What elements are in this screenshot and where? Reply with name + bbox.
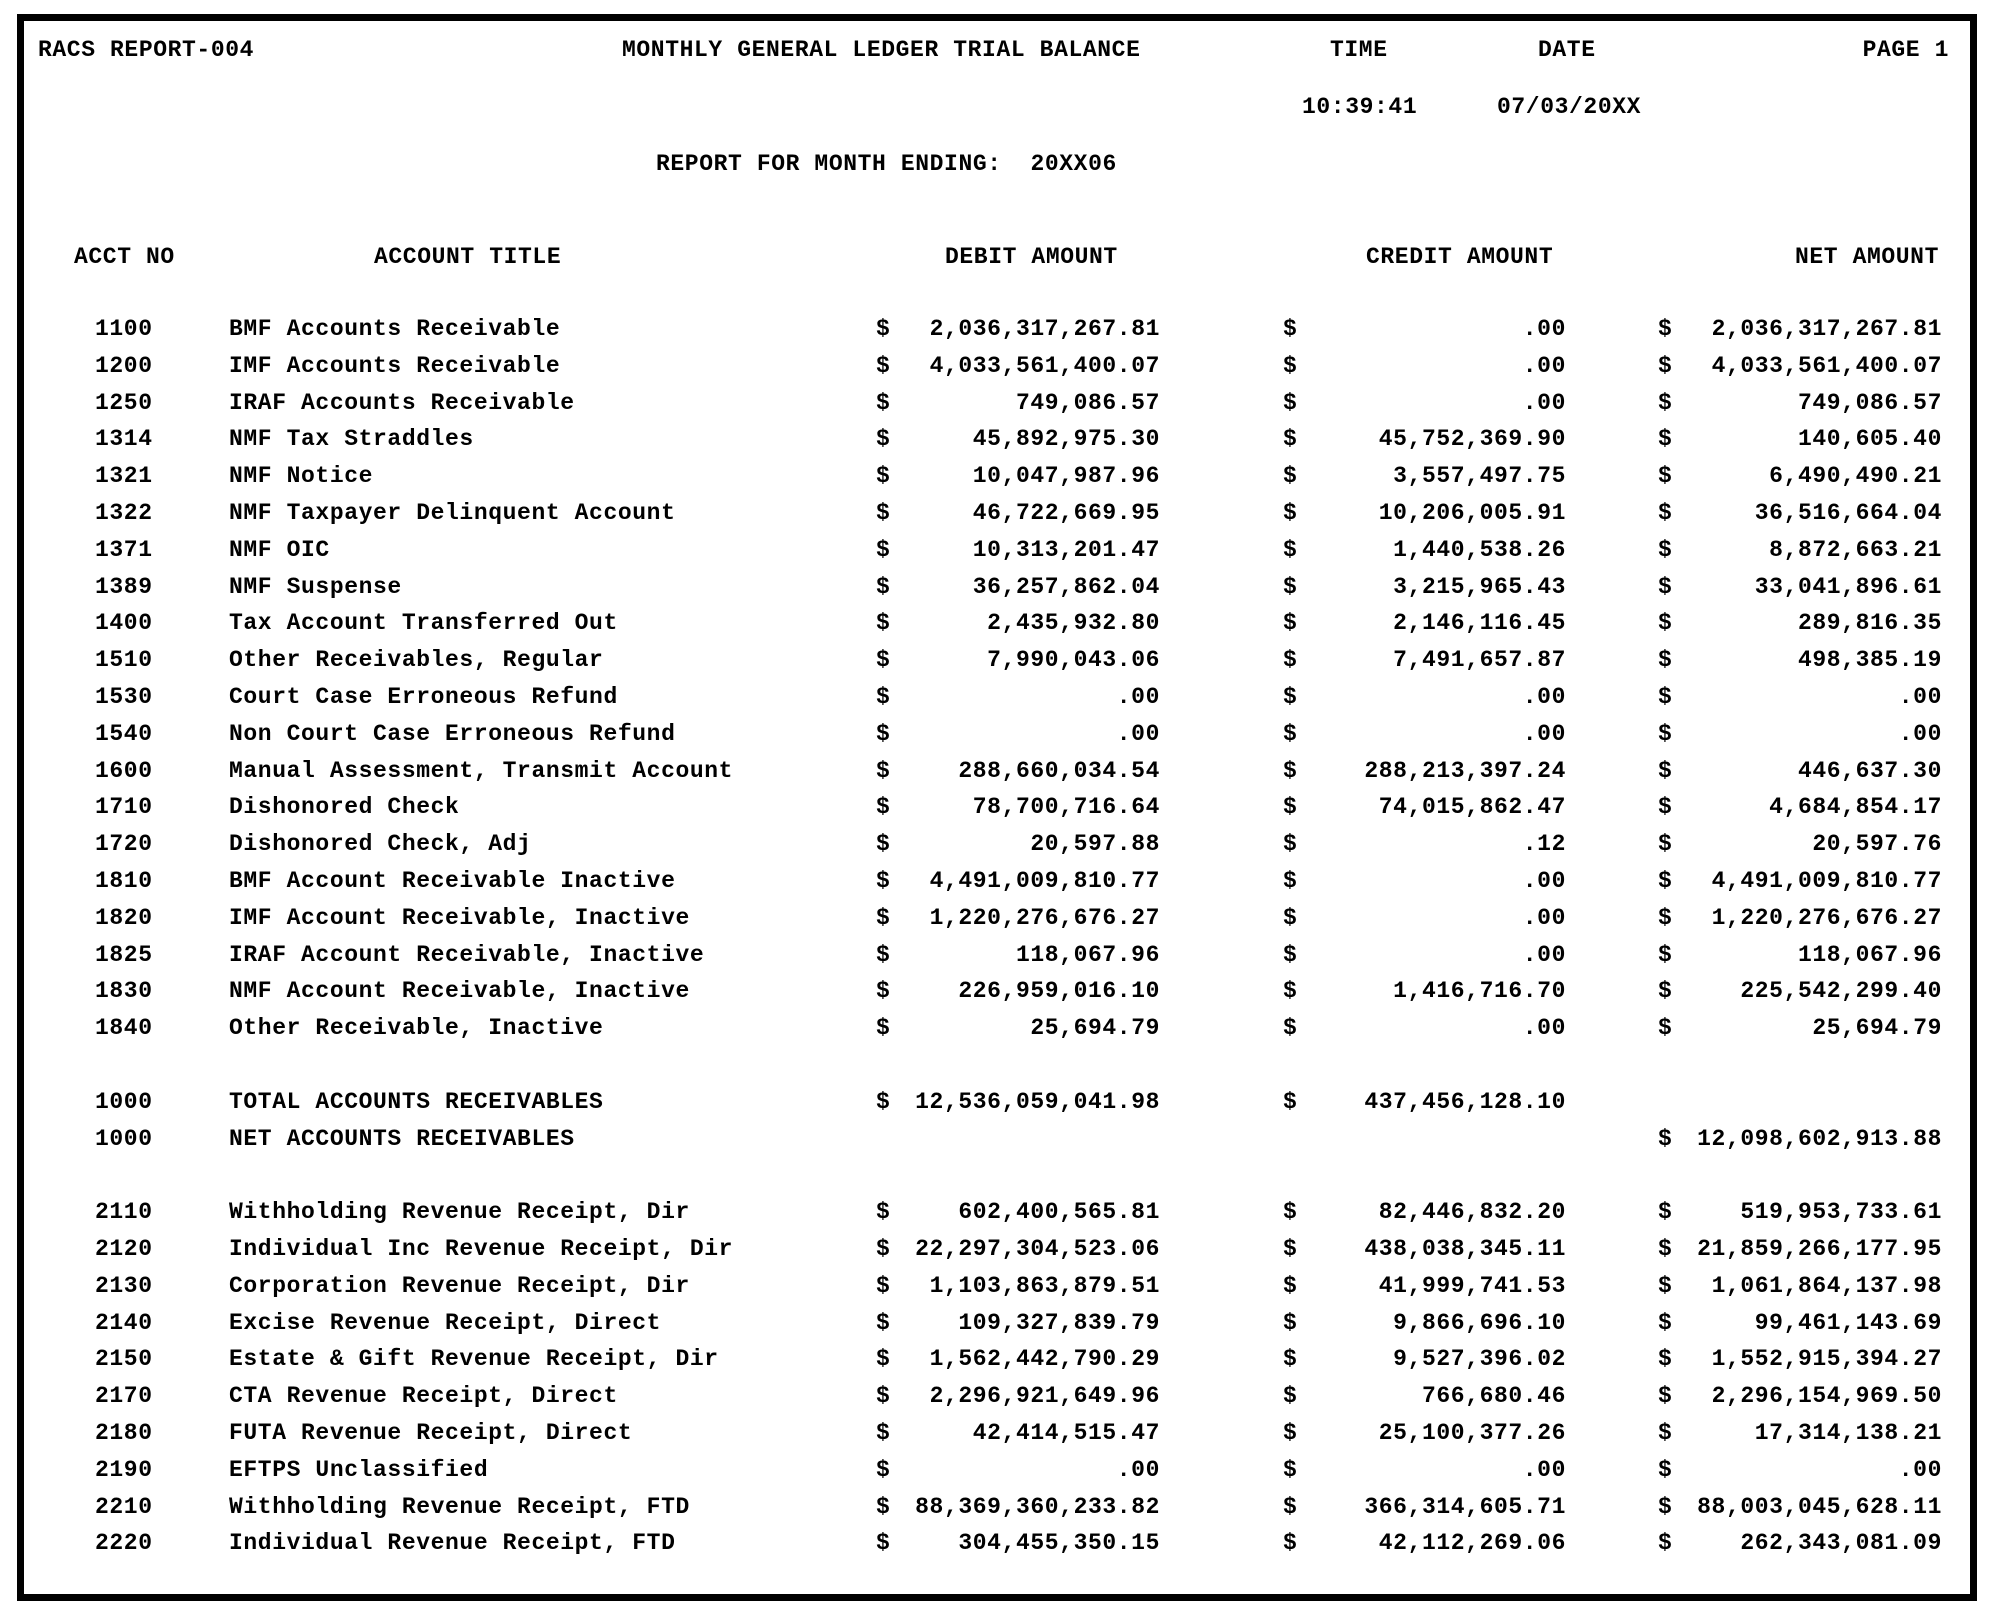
credit-amount: 45,752,369.90 (1378, 426, 1566, 453)
net-amount: 1,061,864,137.98 (1711, 1272, 1942, 1299)
debit-amount: 2,036,317,267.81 (929, 316, 1160, 342)
account-title: FUTA Revenue Receipt, Direct (229, 1420, 633, 1446)
credit-amount: 7,491,657.87 (1393, 647, 1566, 674)
report-subtitle: REPORT FOR MONTH ENDING: 20XX06 (656, 151, 1117, 177)
account-number: 1389 (95, 573, 153, 600)
date-label: DATE (1538, 37, 1596, 63)
credit-currency-symbol: $ (1283, 1383, 1298, 1410)
net-amount: 1,220,276,676.27 (1711, 904, 1942, 931)
debit-amount: 4,033,561,400.07 (929, 352, 1160, 379)
net-amount: 498,385.19 (1797, 647, 1942, 674)
credit-amount: .00 (1522, 1015, 1566, 1042)
credit-currency-symbol: $ (1283, 573, 1298, 600)
account-title: NMF OIC (229, 536, 330, 563)
credit-amount: .00 (1522, 389, 1566, 416)
table-row (0, 1529, 1989, 1559)
account-title: Non Court Case Erroneous Refund (229, 720, 676, 747)
account-title: Dishonored Check (229, 794, 460, 821)
debit-currency-symbol: $ (876, 500, 891, 526)
debit-amount: 45,892,975.30 (972, 426, 1160, 453)
debit-currency-symbol: $ (876, 647, 891, 674)
net-amount: 4,491,009,810.77 (1711, 868, 1942, 894)
net-amount: 2,036,317,267.81 (1711, 316, 1942, 342)
credit-currency-symbol: $ (1283, 1236, 1298, 1262)
credit-currency-symbol: $ (1283, 1199, 1298, 1226)
credit-currency-symbol: $ (1283, 536, 1298, 563)
debit-amount: 10,047,987.96 (972, 463, 1160, 490)
credit-currency-symbol: $ (1283, 1456, 1298, 1483)
net-amount: 4,033,561,400.07 (1711, 352, 1942, 379)
table-row (0, 1493, 1989, 1523)
credit-currency-symbol: $ (1283, 904, 1298, 931)
debit-currency-symbol: $ (876, 1456, 891, 1483)
total-row (0, 1125, 1989, 1155)
net-currency-symbol: $ (1658, 794, 1673, 821)
credit-amount: 288,213,397.24 (1364, 757, 1566, 784)
account-number: 1810 (95, 868, 153, 894)
net-currency-symbol: $ (1658, 904, 1673, 931)
debit-amount: 10,313,201.47 (972, 536, 1160, 563)
credit-amount: .00 (1522, 720, 1566, 747)
account-number: 1321 (95, 463, 153, 490)
debit-currency-symbol: $ (876, 389, 891, 416)
debit-amount: 2,435,932.80 (987, 610, 1160, 637)
account-title: IMF Accounts Receivable (229, 352, 561, 379)
debit-amount: 1,103,863,879.51 (929, 1272, 1160, 1299)
table-row (0, 462, 1989, 492)
net-amount: .00 (1898, 1456, 1942, 1483)
column-header-acct-no: ACCT NO (74, 244, 175, 270)
debit-amount: 109,327,839.79 (958, 1309, 1160, 1336)
net-amount: 8,872,663.21 (1769, 536, 1942, 563)
net-currency-symbol: $ (1658, 426, 1673, 453)
account-number: 2190 (95, 1456, 153, 1483)
net-currency-symbol: $ (1658, 720, 1673, 747)
account-title: NET ACCOUNTS RECEIVABLES (229, 1125, 575, 1152)
account-title: Corporation Revenue Receipt, Dir (229, 1272, 690, 1299)
credit-currency-symbol: $ (1283, 316, 1298, 342)
debit-currency-symbol: $ (876, 1088, 891, 1115)
account-number: 1825 (95, 941, 153, 968)
net-currency-symbol: $ (1658, 463, 1673, 490)
debit-amount: 118,067.96 (1015, 941, 1160, 968)
account-number: 1200 (95, 352, 153, 379)
table-row (0, 1272, 1989, 1302)
net-currency-symbol: $ (1658, 1493, 1673, 1520)
account-title: Other Receivable, Inactive (229, 1015, 604, 1042)
net-currency-symbol: $ (1658, 1199, 1673, 1226)
account-number: 1510 (95, 647, 153, 674)
credit-amount: 1,440,538.26 (1393, 536, 1566, 563)
net-amount: 17,314,138.21 (1754, 1420, 1942, 1446)
column-header-debit: DEBIT AMOUNT (945, 244, 1118, 270)
net-currency-symbol: $ (1658, 316, 1673, 342)
credit-amount: 437,456,128.10 (1364, 1088, 1566, 1115)
debit-currency-symbol: $ (876, 1272, 891, 1299)
net-amount: 118,067.96 (1797, 941, 1942, 968)
credit-currency-symbol: $ (1283, 500, 1298, 526)
account-title: IRAF Account Receivable, Inactive (229, 941, 705, 968)
account-number: 2220 (95, 1530, 153, 1557)
account-title: Other Receivables, Regular (229, 647, 604, 674)
account-title: Excise Revenue Receipt, Direct (229, 1309, 662, 1336)
debit-amount: 602,400,565.81 (958, 1199, 1160, 1226)
debit-currency-symbol: $ (876, 1530, 891, 1557)
debit-currency-symbol: $ (876, 720, 891, 747)
credit-currency-symbol: $ (1283, 794, 1298, 821)
account-number: 1710 (95, 794, 153, 821)
credit-amount: 766,680.46 (1421, 1383, 1566, 1410)
account-title: BMF Account Receivable Inactive (229, 868, 676, 894)
net-amount: 36,516,664.04 (1754, 500, 1942, 526)
credit-currency-symbol: $ (1283, 1015, 1298, 1042)
debit-amount: 42,414,515.47 (972, 1420, 1160, 1446)
net-amount: 140,605.40 (1797, 426, 1942, 453)
debit-currency-symbol: $ (876, 426, 891, 453)
column-header-credit: CREDIT AMOUNT (1366, 244, 1554, 270)
credit-amount: 41,999,741.53 (1378, 1272, 1566, 1299)
account-title: NMF Suspense (229, 573, 402, 600)
net-currency-symbol: $ (1658, 1272, 1673, 1299)
credit-amount: 9,527,396.02 (1393, 1346, 1566, 1373)
debit-currency-symbol: $ (876, 1383, 891, 1410)
column-header-account-title: ACCOUNT TITLE (374, 244, 562, 270)
account-number: 2180 (95, 1420, 153, 1446)
table-row (0, 315, 1989, 345)
credit-amount: 366,314,605.71 (1364, 1493, 1566, 1520)
table-row (0, 646, 1989, 676)
table-row (0, 389, 1989, 419)
credit-amount: 82,446,832.20 (1378, 1199, 1566, 1226)
debit-currency-symbol: $ (876, 1309, 891, 1336)
net-currency-symbol: $ (1658, 1309, 1673, 1336)
credit-amount: .00 (1522, 316, 1566, 342)
date-value: 07/03/20XX (1497, 94, 1642, 120)
debit-amount: 46,722,669.95 (972, 500, 1160, 526)
account-number: 1400 (95, 610, 153, 637)
table-row (0, 830, 1989, 860)
credit-amount: .00 (1522, 868, 1566, 894)
net-currency-symbol: $ (1658, 684, 1673, 710)
credit-amount: 25,100,377.26 (1378, 1420, 1566, 1446)
debit-amount: 22,297,304,523.06 (915, 1236, 1160, 1262)
debit-amount: .00 (1116, 684, 1160, 710)
credit-currency-symbol: $ (1283, 1309, 1298, 1336)
net-currency-symbol: $ (1658, 1383, 1673, 1410)
account-number: 1530 (95, 684, 153, 710)
debit-amount: 7,990,043.06 (987, 647, 1160, 674)
credit-currency-symbol: $ (1283, 1420, 1298, 1446)
account-number: 2120 (95, 1236, 153, 1262)
credit-currency-symbol: $ (1283, 757, 1298, 784)
debit-amount: 20,597.88 (1030, 831, 1160, 858)
debit-currency-symbol: $ (876, 1493, 891, 1520)
time-value: 10:39:41 (1302, 94, 1418, 120)
account-number: 1100 (95, 316, 153, 342)
net-amount: 519,953,733.61 (1740, 1199, 1942, 1226)
account-title: Individual Inc Revenue Receipt, Dir (229, 1236, 734, 1262)
table-row (0, 425, 1989, 455)
net-currency-symbol: $ (1658, 868, 1673, 894)
table-row (0, 720, 1989, 750)
account-title: Tax Account Transferred Out (229, 610, 618, 637)
account-number: 1820 (95, 904, 153, 931)
net-currency-symbol: $ (1658, 941, 1673, 968)
credit-currency-symbol: $ (1283, 831, 1298, 858)
debit-amount: 288,660,034.54 (958, 757, 1160, 784)
table-row (0, 499, 1989, 529)
credit-currency-symbol: $ (1283, 1088, 1298, 1115)
credit-currency-symbol: $ (1283, 610, 1298, 637)
net-amount: 749,086.57 (1797, 389, 1942, 416)
credit-currency-symbol: $ (1283, 389, 1298, 416)
credit-currency-symbol: $ (1283, 647, 1298, 674)
credit-currency-symbol: $ (1283, 352, 1298, 379)
debit-amount: 226,959,016.10 (958, 978, 1160, 1005)
account-title: IMF Account Receivable, Inactive (229, 904, 690, 931)
credit-amount: .12 (1522, 831, 1566, 858)
net-amount: 99,461,143.69 (1754, 1309, 1942, 1336)
table-row (0, 1235, 1989, 1265)
debit-amount: .00 (1116, 720, 1160, 747)
net-currency-symbol: $ (1658, 1125, 1673, 1152)
table-row (0, 867, 1989, 897)
table-row (0, 1345, 1989, 1375)
account-number: 2130 (95, 1272, 153, 1299)
credit-currency-symbol: $ (1283, 868, 1298, 894)
net-amount: 6,490,490.21 (1769, 463, 1942, 490)
credit-amount: 74,015,862.47 (1378, 794, 1566, 821)
net-amount: 33,041,896.61 (1754, 573, 1942, 600)
account-title: NMF Tax Straddles (229, 426, 474, 453)
debit-currency-symbol: $ (876, 573, 891, 600)
account-title: Individual Revenue Receipt, FTD (229, 1530, 676, 1557)
account-number: 1540 (95, 720, 153, 747)
debit-currency-symbol: $ (876, 941, 891, 968)
credit-currency-symbol: $ (1283, 1493, 1298, 1520)
net-amount: 25,694.79 (1812, 1015, 1942, 1042)
credit-currency-symbol: $ (1283, 684, 1298, 710)
net-currency-symbol: $ (1658, 647, 1673, 674)
credit-currency-symbol: $ (1283, 1346, 1298, 1373)
page-label: PAGE 1 (1862, 37, 1949, 63)
net-amount: .00 (1898, 684, 1942, 710)
credit-currency-symbol: $ (1283, 1272, 1298, 1299)
credit-amount: 3,215,965.43 (1393, 573, 1566, 600)
debit-amount: 36,257,862.04 (972, 573, 1160, 600)
net-currency-symbol: $ (1658, 1420, 1673, 1446)
debit-currency-symbol: $ (876, 1015, 891, 1042)
debit-currency-symbol: $ (876, 610, 891, 637)
credit-amount: 438,038,345.11 (1364, 1236, 1566, 1262)
credit-amount: .00 (1522, 904, 1566, 931)
account-title: TOTAL ACCOUNTS RECEIVABLES (229, 1088, 604, 1115)
credit-amount: 3,557,497.75 (1393, 463, 1566, 490)
account-title: Manual Assessment, Transmit Account (229, 757, 734, 784)
account-title: EFTPS Unclassified (229, 1456, 489, 1483)
debit-currency-symbol: $ (876, 463, 891, 490)
net-currency-symbol: $ (1658, 1346, 1673, 1373)
report-id: RACS REPORT-004 (38, 37, 255, 63)
debit-currency-symbol: $ (876, 316, 891, 342)
net-amount: 12,098,602,913.88 (1697, 1125, 1942, 1152)
credit-amount: 42,112,269.06 (1378, 1530, 1566, 1557)
net-currency-symbol: $ (1658, 1530, 1673, 1557)
report-title: MONTHLY GENERAL LEDGER TRIAL BALANCE (622, 37, 1141, 63)
table-row (0, 793, 1989, 823)
account-number: 1830 (95, 978, 153, 1005)
table-row (0, 1382, 1989, 1412)
table-row (0, 609, 1989, 639)
account-number: 1000 (95, 1088, 153, 1115)
net-amount: 289,816.35 (1797, 610, 1942, 637)
credit-amount: .00 (1522, 1456, 1566, 1483)
debit-currency-symbol: $ (876, 868, 891, 894)
account-title: CTA Revenue Receipt, Direct (229, 1383, 618, 1410)
credit-currency-symbol: $ (1283, 720, 1298, 747)
credit-amount: .00 (1522, 684, 1566, 710)
account-title: Withholding Revenue Receipt, Dir (229, 1199, 690, 1226)
net-amount: 1,552,915,394.27 (1711, 1346, 1942, 1373)
debit-amount: 78,700,716.64 (972, 794, 1160, 821)
credit-currency-symbol: $ (1283, 978, 1298, 1005)
net-amount: 225,542,299.40 (1740, 978, 1942, 1005)
net-currency-symbol: $ (1658, 573, 1673, 600)
credit-amount: .00 (1522, 941, 1566, 968)
net-amount: 20,597.76 (1812, 831, 1942, 858)
debit-currency-symbol: $ (876, 536, 891, 563)
credit-amount: 1,416,716.70 (1393, 978, 1566, 1005)
credit-currency-symbol: $ (1283, 426, 1298, 453)
net-currency-symbol: $ (1658, 1236, 1673, 1262)
debit-amount: 12,536,059,041.98 (915, 1088, 1160, 1115)
credit-amount: 10,206,005.91 (1378, 500, 1566, 526)
net-amount: 88,003,045,628.11 (1697, 1493, 1942, 1520)
debit-currency-symbol: $ (876, 1420, 891, 1446)
debit-currency-symbol: $ (876, 831, 891, 858)
account-title: Withholding Revenue Receipt, FTD (229, 1493, 690, 1520)
debit-amount: 2,296,921,649.96 (929, 1383, 1160, 1410)
account-number: 1250 (95, 389, 153, 416)
net-currency-symbol: $ (1658, 978, 1673, 1005)
total-row (0, 1088, 1989, 1118)
debit-currency-symbol: $ (876, 978, 891, 1005)
account-title: NMF Notice (229, 463, 374, 490)
table-row (0, 1456, 1989, 1486)
table-row (0, 1014, 1989, 1044)
table-row (0, 757, 1989, 787)
account-title: Estate & Gift Revenue Receipt, Dir (229, 1346, 719, 1373)
net-currency-symbol: $ (1658, 831, 1673, 858)
table-row (0, 683, 1989, 713)
net-currency-symbol: $ (1658, 389, 1673, 416)
net-amount: 2,296,154,969.50 (1711, 1383, 1942, 1410)
table-row (0, 573, 1989, 603)
debit-amount: 88,369,360,233.82 (915, 1493, 1160, 1520)
net-currency-symbol: $ (1658, 610, 1673, 637)
account-number: 1322 (95, 500, 153, 526)
account-title: NMF Taxpayer Delinquent Account (229, 500, 676, 526)
debit-amount: 1,220,276,676.27 (929, 904, 1160, 931)
credit-currency-symbol: $ (1283, 463, 1298, 490)
account-number: 2110 (95, 1199, 153, 1226)
table-row (0, 941, 1989, 971)
net-amount: 21,859,266,177.95 (1697, 1236, 1942, 1262)
debit-amount: 749,086.57 (1015, 389, 1160, 416)
account-number: 1371 (95, 536, 153, 563)
debit-currency-symbol: $ (876, 1236, 891, 1262)
debit-currency-symbol: $ (876, 904, 891, 931)
net-amount: 446,637.30 (1797, 757, 1942, 784)
debit-amount: .00 (1116, 1456, 1160, 1483)
credit-amount: .00 (1522, 352, 1566, 379)
debit-currency-symbol: $ (876, 1346, 891, 1373)
table-row (0, 904, 1989, 934)
debit-amount: 4,491,009,810.77 (929, 868, 1160, 894)
debit-currency-symbol: $ (876, 684, 891, 710)
table-row (0, 1309, 1989, 1339)
account-number: 1314 (95, 426, 153, 453)
time-label: TIME (1330, 37, 1388, 63)
account-number: 2150 (95, 1346, 153, 1373)
credit-amount: 9,866,696.10 (1393, 1309, 1566, 1336)
debit-amount: 1,562,442,790.29 (929, 1346, 1160, 1373)
table-row (0, 1419, 1989, 1449)
net-amount: 4,684,854.17 (1769, 794, 1942, 821)
debit-currency-symbol: $ (876, 757, 891, 784)
debit-currency-symbol: $ (876, 794, 891, 821)
account-title: Court Case Erroneous Refund (229, 684, 618, 710)
credit-currency-symbol: $ (1283, 1530, 1298, 1557)
account-number: 1600 (95, 757, 153, 784)
column-header-net: NET AMOUNT (1794, 244, 1939, 270)
account-number: 1840 (95, 1015, 153, 1042)
net-currency-symbol: $ (1658, 1456, 1673, 1483)
account-title: Dishonored Check, Adj (229, 831, 532, 858)
table-row (0, 1198, 1989, 1228)
table-row (0, 536, 1989, 566)
debit-currency-symbol: $ (876, 1199, 891, 1226)
net-currency-symbol: $ (1658, 757, 1673, 784)
account-number: 1720 (95, 831, 153, 858)
credit-amount: 2,146,116.45 (1393, 610, 1566, 637)
table-row (0, 352, 1989, 382)
net-currency-symbol: $ (1658, 500, 1673, 526)
credit-currency-symbol: $ (1283, 941, 1298, 968)
debit-amount: 25,694.79 (1030, 1015, 1160, 1042)
debit-amount: 304,455,350.15 (958, 1530, 1160, 1557)
net-amount: .00 (1898, 720, 1942, 747)
account-title: BMF Accounts Receivable (229, 316, 561, 342)
net-currency-symbol: $ (1658, 536, 1673, 563)
account-number: 2210 (95, 1493, 153, 1520)
account-number: 1000 (95, 1125, 153, 1152)
account-title: IRAF Accounts Receivable (229, 389, 575, 416)
net-currency-symbol: $ (1658, 352, 1673, 379)
net-currency-symbol: $ (1658, 1015, 1673, 1042)
table-row (0, 977, 1989, 1007)
net-amount: 262,343,081.09 (1740, 1530, 1942, 1557)
account-title: NMF Account Receivable, Inactive (229, 978, 690, 1005)
account-number: 2170 (95, 1383, 153, 1410)
account-number: 2140 (95, 1309, 153, 1336)
debit-currency-symbol: $ (876, 352, 891, 379)
